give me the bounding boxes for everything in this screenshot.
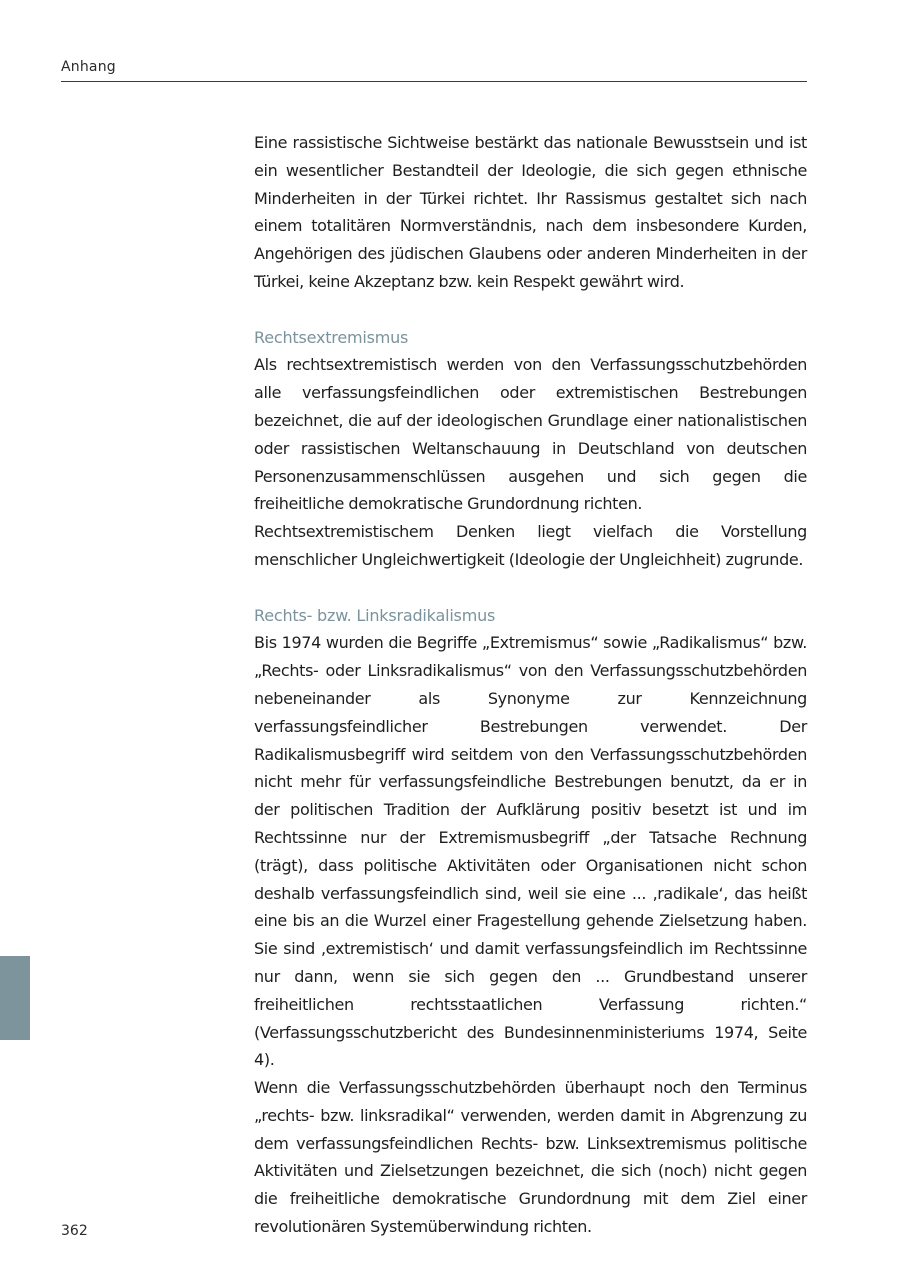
section-spacer [254,296,807,324]
page-number: 362 [61,1223,88,1239]
running-header: Anhang [61,59,116,75]
radikalismus-paragraph-2: Wenn die Verfassungsschutzbehörden überhaupt noch den Terminus „rechts- bzw. linksradikal“ verwenden, werden damit in Abgrenzung zu dem verfassungsfeindlichen Rechts- bzw. Linksextremismus politische Aktivitäten und Zielsetzungen bezeichnet, die sich (noch) nicht gegen die freiheitliche demokratische Grundordnung mit dem Ziel einer revolutionären Systemüberwindung richten. [254,1078,807,1237]
section-heading-rechtsextremismus: Rechtsextremismus [254,327,409,347]
radikalismus-paragraph-1: Bis 1974 wurden die Begriffe „Extremismus“ sowie „Radikalismus“ bzw. „Rechts- oder Linksradikalismus“ von den Verfassungsschutzbehörden nebeneinander als Synonyme zur Kennzeichnung verfassungsfeindlicher Bestrebungen verwendet. Der Radikalismusbegriff wird seitdem von den Verfassungsschutzbehörden nicht mehr für verfassungsfeindliche Bestrebungen benutzt, da er in der politischen Tradition der Aufklärung positiv besetzt ist und im Rechtssinne nur der Extremismusbegriff „der Tatsache Rechnung (trägt), dass politische Aktivitäten oder Organisationen nicht schon deshalb verfassungsfeindlich sind, weil sie eine ... ‚radikale‘, das heißt eine bis an die Wurzel einer Fragestellung gehende Zielsetzung haben. Sie sind ‚extremistisch‘ und damit verfassungsfeindlich im Rechtssinne nur dann, wenn sie sich gegen den ... Grundbestand unserer freiheitlichen rechtsstaatlichen Verfassung richten.“ (Verfassungsschutzbericht des Bundesinnenministeriums 1974, Seite 4). [254,633,807,1070]
rechtsextremismus-paragraph-1: Als rechtsextremistisch werden von den Verfassungsschutzbehörden alle verfassungsfeindlichen oder extremistischen Bestrebungen bezeichnet, die auf der ideologischen Grundlage einer nationalistischen oder rassistischen Weltanschauung in Deutschland von deutschen Personenzusammenschlüssen ausgehen und sich gegen die freiheitliche demokratische Grundordnung richten. [254,355,807,514]
section-spacer [254,574,807,602]
section-heading-radikalismus: Rechts- bzw. Linksradikalismus [254,605,496,625]
rechtsextremismus-paragraph-2: Rechtsextremistischem Denken liegt vielfach die Vorstellung menschlicher Ungleichwertigkeit (Ideologie der Ungleichheit) zugrunde. [254,522,807,569]
intro-paragraph: Eine rassistische Sichtweise bestärkt das nationale Bewusstsein und ist ein wesentlicher Bestandteil der Ideologie, die sich gegen ethnische Minderheiten in der Türkei richtet. Ihr Rassismus gestaltet sich nach einem totalitären Normverständnis, nach dem insbesondere Kurden, Angehörigen des jüdischen Glaubens oder anderen Minderheiten in der Türkei, keine Akzeptanz bzw. kein Respekt gewährt wird. [254,133,807,291]
body-column [254,129,807,1241]
header-rule [61,81,807,82]
chapter-tab-marker [0,956,30,1040]
